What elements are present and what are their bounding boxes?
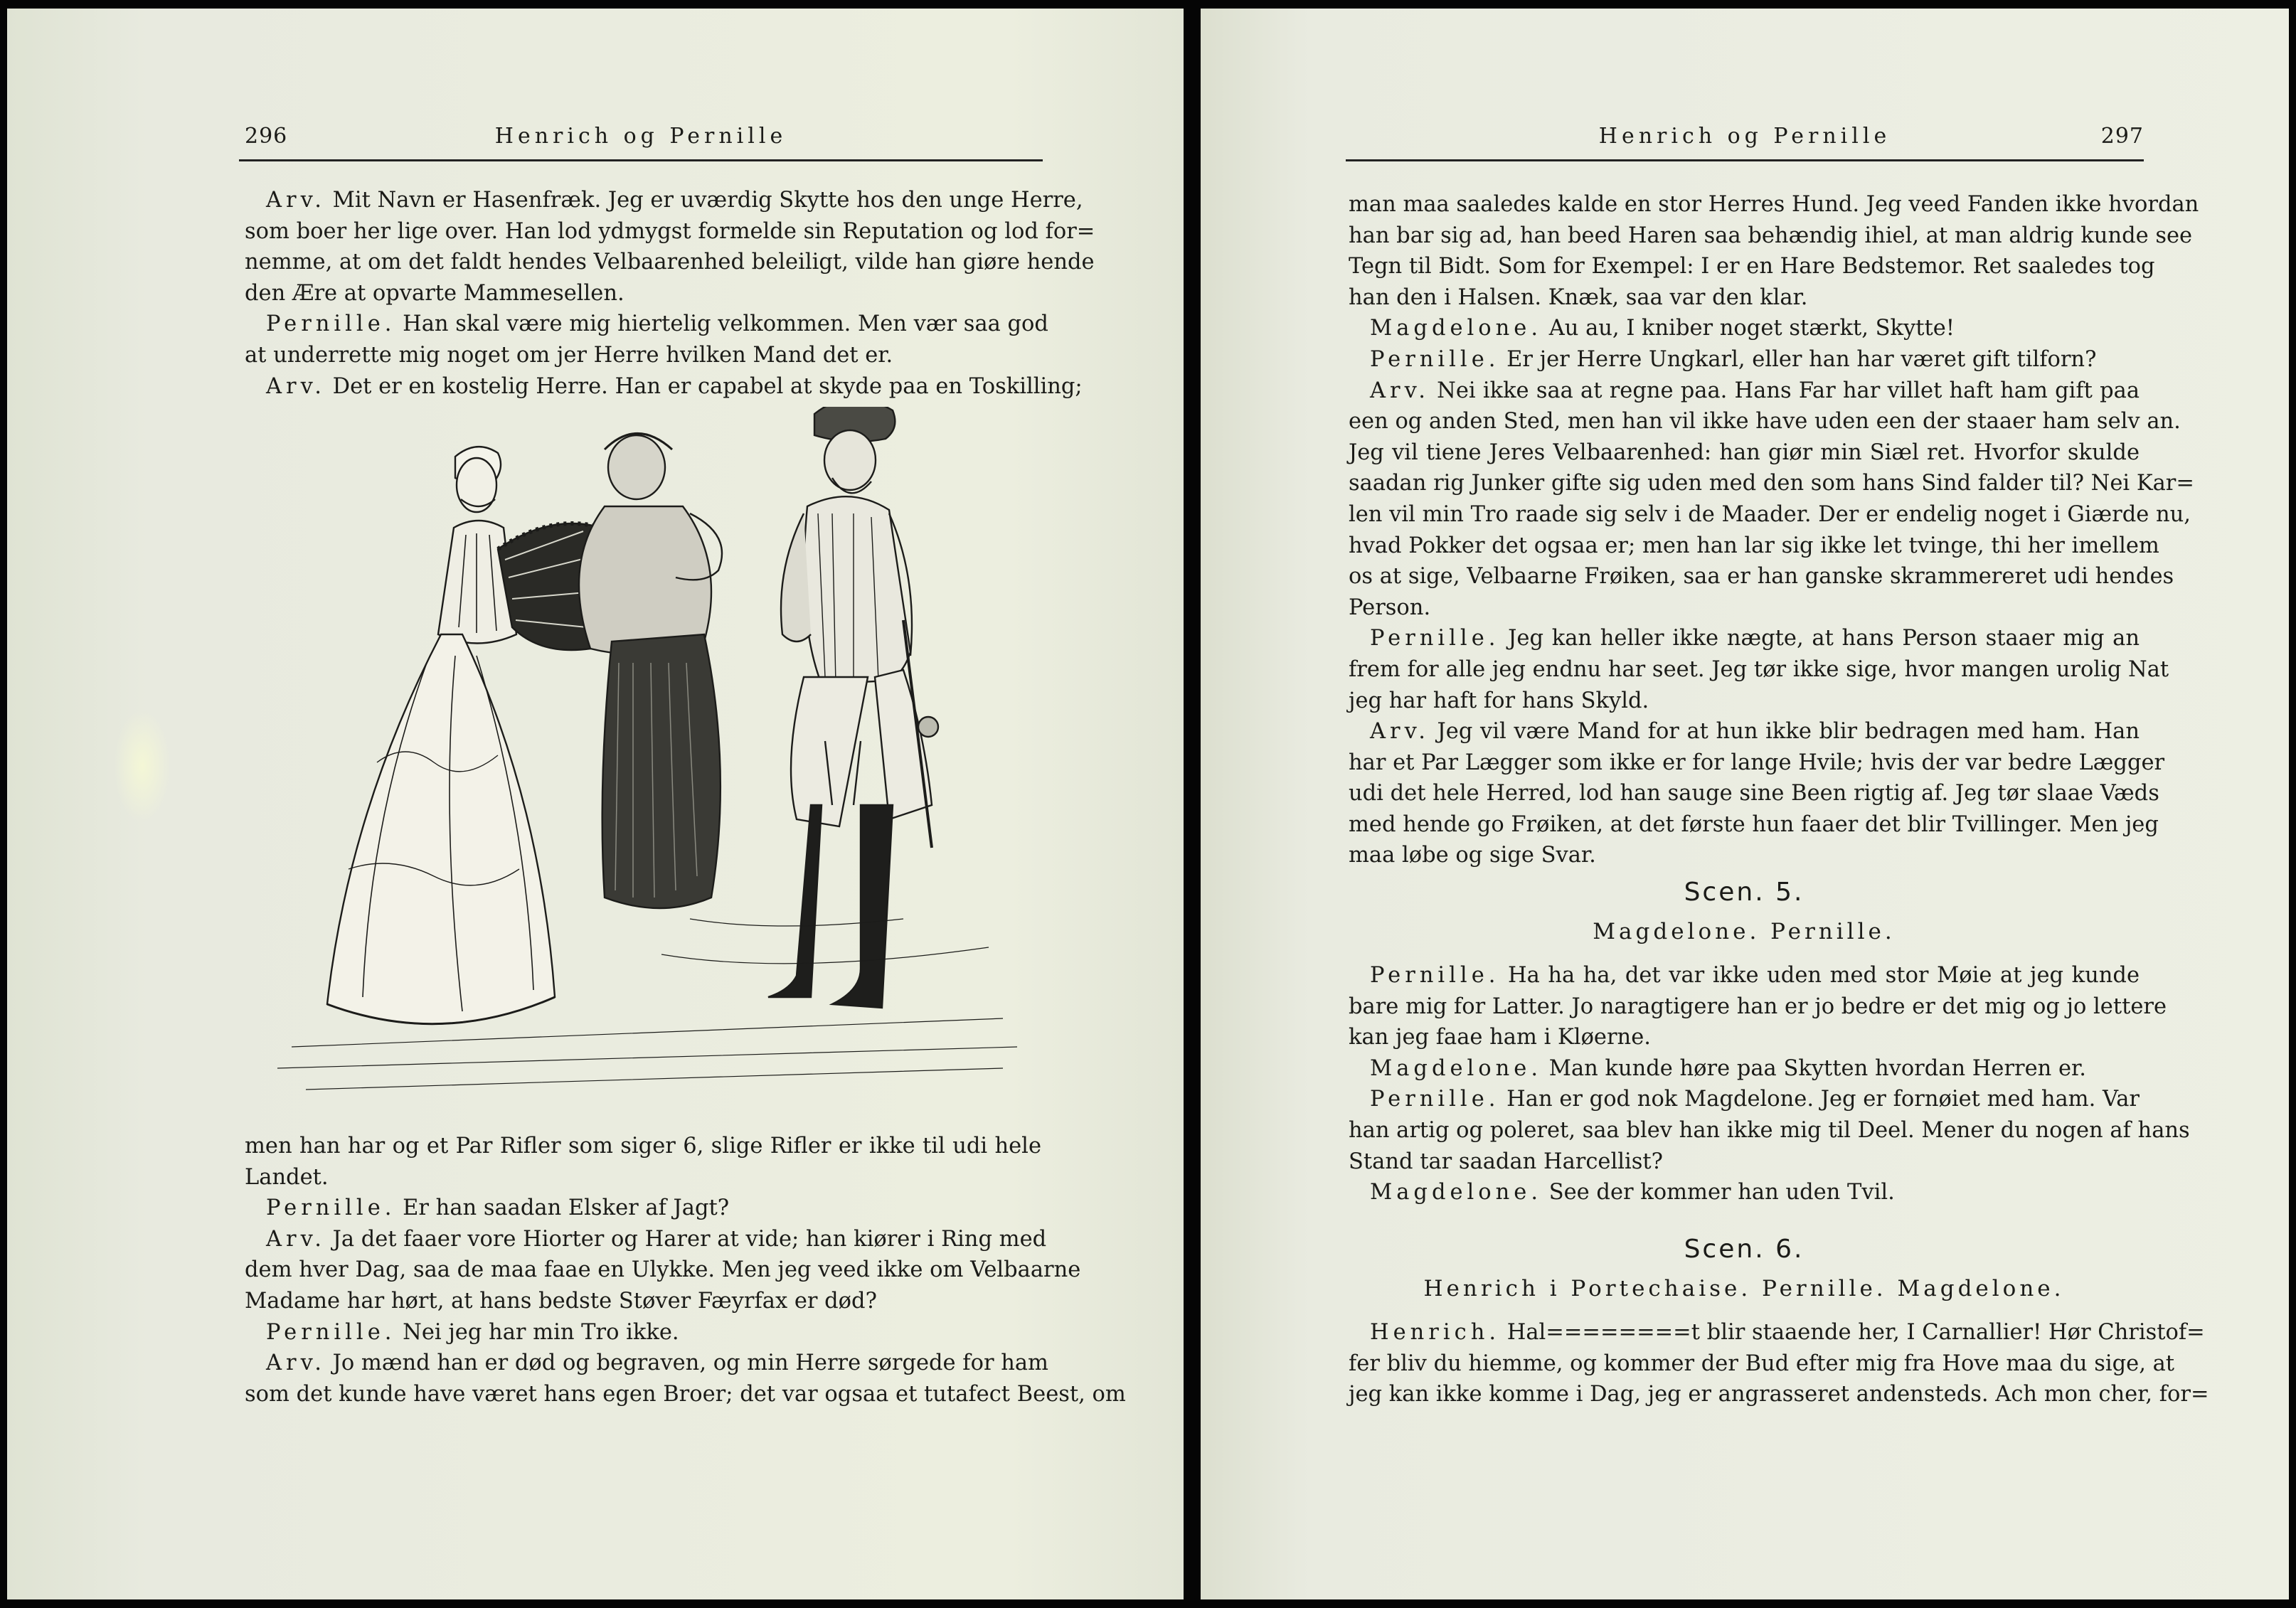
line-text: frem for alle jeg endnu har seet. Jeg tør ikke sige, hvor mangen urolig Nat [1349, 656, 2169, 682]
right-running-header [1346, 117, 2144, 161]
text-line [245, 1193, 1041, 1224]
text-line [245, 1348, 1048, 1379]
text-line [245, 1224, 1047, 1255]
line-text: Stand tar saadan Harcellist? [1349, 1149, 1663, 1174]
paper-stain [114, 709, 171, 823]
text-line [1349, 282, 2140, 314]
text-line [245, 1255, 1081, 1286]
line-text: Jo mænd han er død og begraven, og min Herre sørgede for ham [332, 1351, 1048, 1376]
line-text: han bar sig ad, han beed Haren saa behændig ihiel, at man aldrig kunde see [1349, 223, 2193, 248]
text-line [1349, 251, 2155, 282]
line-text: Man kunde høre paa Skytten hvordan Herren er. [1548, 1055, 2086, 1081]
text-line [1349, 313, 2140, 344]
line-text: Ja det faaer vore Hiorter og Harer at vide; han kiører i Ring med [332, 1226, 1047, 1252]
speaker-name: Arv. [1370, 719, 1430, 745]
line-text: men han har og et Par Rifler som siger 6, slige Rifler er ikke til udi hele [245, 1134, 1041, 1159]
text-line [1349, 1053, 2140, 1085]
line-text: kan jeg faae ham i Kløerne. [1349, 1025, 1651, 1050]
text-line [245, 185, 1083, 216]
line-text: een og anden Sted, men han vil ikke have uden een der staaer ham selv an. [1349, 409, 2181, 435]
speaker-name: Arv. [266, 188, 326, 213]
speaker-name: Pernille. [266, 312, 396, 337]
text-line [245, 309, 1048, 340]
text-line [1349, 437, 2140, 469]
text-line [1349, 1317, 2205, 1348]
text-line [1349, 1146, 2140, 1178]
line-text: Jeg kan heller ikke nægte, at hans Person staaer mig an [1508, 626, 2140, 651]
line-text: Jeg vil tiene Jeres Velbaarenhed: han giør min Siæl ret. Hvorfor skulde [1349, 440, 2140, 465]
scene-6-cast: Henrich i Portechaise. Pernille. Magdelone. [1423, 1276, 2065, 1301]
line-text: man maa saaledes kalde en stor Herres Hund. Jeg veed Fanden ikke hvordan [1349, 192, 2199, 217]
text-line [245, 371, 1083, 403]
line-text: Han er god nok Magdelone. Jeg er fornøiet med ham. Var [1506, 1087, 2140, 1112]
text-line [1349, 1084, 2140, 1115]
line-text: saadan rig Junker gifte sig uden med den som hans Sind falder til? Nei Kar= [1349, 471, 2194, 496]
text-line [245, 1131, 1041, 1162]
line-text: len vil min Tro raade sig selv i de Maader. Der er endelig noget i Giærde nu, [1349, 501, 2191, 527]
text-line [1349, 623, 2140, 654]
text-line [1349, 654, 2169, 686]
text-line [1349, 778, 2159, 809]
line-text: nemme, at om det faldt hendes Velbaarenhed beleiligt, vilde han giøre hende [245, 250, 1095, 275]
text-line [245, 278, 1041, 309]
text-line [1349, 531, 2159, 562]
text-line [245, 247, 1095, 278]
line-text: Det er en kostelig Herre. Han er capabel at skyde paa en Toskilling; [332, 373, 1083, 399]
text-line [1349, 960, 2140, 991]
left-text-above [245, 185, 1095, 402]
text-line [1349, 468, 2194, 499]
text-line [1349, 561, 2174, 592]
speaker-name: Arv. [266, 1226, 326, 1252]
line-text: dem hver Dag, saa de maa faae en Ulykke. Men jeg veed ikke om Velbaarne [245, 1257, 1081, 1283]
line-text: os at sige, Velbaarne Frøiken, saa er han ganske skrammereret udi hendes [1349, 564, 2174, 590]
text-line [245, 1379, 1126, 1410]
speaker-name: Henrich. [1370, 1320, 1501, 1345]
line-text: Mit Navn er Hasenfræk. Jeg er uværdig Skytte hos den unge Herre, [332, 188, 1083, 213]
line-text: Madame har hørt, at hans bedste Støver Fæyrfax er død? [245, 1288, 877, 1314]
line-text: jeg kan ikke komme i Dag, jeg er angrasseret andensteds. Ach mon cher, for= [1349, 1382, 2209, 1407]
speaker-name: Pernille. [266, 1196, 396, 1221]
text-line [1349, 840, 2140, 871]
line-text: Nei jeg har min Tro ikke. [403, 1319, 679, 1345]
text-line [1349, 809, 2159, 841]
page-number-left: 296 [245, 124, 288, 149]
text-line [1349, 747, 2165, 779]
line-text: Nei ikke saa at regne paa. Hans Far har villet haft ham gift paa [1437, 378, 2140, 403]
line-text: udi det hele Herred, lod han sauge sine Been rigtig af. Jeg tør slaae Væds [1349, 781, 2159, 806]
text-line [1349, 1379, 2209, 1410]
line-text: jeg har haft for hans Skyld. [1349, 688, 1649, 713]
line-text: Han skal være mig hiertelig velkommen. Men vær saa god [403, 312, 1048, 337]
right-text-block-2 [1349, 960, 2190, 1208]
line-text: maa løbe og sige Svar. [1349, 843, 1596, 868]
line-text: Au au, I kniber noget stærkt, Skytte! [1548, 316, 1955, 341]
text-line [1349, 1022, 2140, 1053]
line-text: Landet. [245, 1164, 329, 1190]
text-line [245, 1286, 1041, 1317]
running-title-right: Henrich og Pernille [1598, 124, 1891, 149]
text-line [1349, 716, 2140, 747]
speaker-name: Pernille. [1370, 346, 1500, 372]
page-number-right: 297 [2100, 124, 2144, 149]
left-page [7, 9, 1184, 1599]
line-text: Ha ha ha, det var ikke uden med stor Møie at jeg kunde [1508, 963, 2140, 988]
line-text: fer bliv du hiemme, og kommer der Bud efter mig fra Hove maa du sige, at [1349, 1351, 2175, 1376]
text-line [245, 340, 1041, 371]
text-line [1349, 189, 2199, 220]
scene-5-heading: Scen. 5. [1684, 878, 1805, 907]
line-text: som boer her lige over. Han lod ydmygst formelde sin Reputation og lod for= [245, 218, 1095, 244]
line-text: Er jer Herre Ungkarl, eller han har været gift tilforn? [1506, 346, 2097, 372]
speaker-name: Pernille. [1370, 963, 1500, 988]
left-running-header [239, 117, 1043, 161]
text-line [1349, 991, 2167, 1023]
text-line [245, 1317, 1041, 1348]
line-text: med hende go Frøiken, at det første hun faaer det blir Tvillinger. Men jeg [1349, 811, 2159, 837]
line-text: Jeg vil være Mand for at hun ikke blir bedragen med ham. Han [1437, 719, 2140, 745]
right-page [1201, 9, 2289, 1599]
scene-6-heading: Scen. 6. [1684, 1235, 1805, 1264]
text-line [1349, 220, 2193, 252]
speaker-name: Arv. [266, 373, 326, 399]
text-line [1349, 376, 2140, 407]
line-text: har et Par Lægger som ikke er for lange Hvile; hvis der var bedre Lægger [1349, 750, 2165, 775]
running-title-left: Henrich og Pernille [494, 124, 787, 149]
line-text: at underrette mig noget om jer Herre hvilken Mand det er. [245, 342, 893, 368]
speaker-name: Magdelone. [1370, 1180, 1543, 1205]
speaker-name: Magdelone. [1370, 1055, 1543, 1081]
text-line [1349, 1115, 2190, 1146]
right-text-block-3 [1349, 1317, 2209, 1410]
speaker-name: Arv. [1370, 378, 1430, 403]
text-line [1349, 1177, 2140, 1208]
speaker-name: Magdelone. [1370, 316, 1543, 341]
line-text: den Ære at opvarte Mammesellen. [245, 280, 625, 306]
speaker-name: Pernille. [1370, 1087, 1500, 1112]
line-text: Hal========t blir staaende her, I Carnallier! Hør Christof= [1506, 1320, 2205, 1345]
text-line [1349, 592, 2140, 624]
right-text-block-1 [1349, 189, 2199, 871]
line-text: han den i Halsen. Knæk, saa var den klar. [1349, 284, 1808, 310]
text-line [245, 216, 1095, 247]
text-line [1349, 686, 2140, 717]
text-line [1349, 499, 2191, 531]
speaker-name: Pernille. [266, 1319, 396, 1345]
line-text: See der kommer han uden Tvil. [1548, 1180, 1895, 1205]
speaker-name: Pernille. [1370, 626, 1500, 651]
line-text: hvad Pokker det ogsaa er; men han lar sig ikke let tvinge, thi her imellem [1349, 533, 2159, 558]
scene-5-cast: Magdelone. Pernille. [1593, 919, 1896, 944]
text-line [1349, 1348, 2175, 1380]
text-line [245, 1162, 1041, 1193]
text-line [1349, 406, 2181, 437]
line-text: Tegn til Bidt. Som for Exempel: I er en Hare Bedstemor. Ret saaledes tog [1349, 254, 2155, 279]
line-text: Er han saadan Elsker af Jagt? [403, 1196, 730, 1221]
text-line [1349, 344, 2140, 376]
line-text: som det kunde have været hans egen Broer; det var ogsaa et tutafect Beest, om [245, 1381, 1126, 1407]
left-text-below [245, 1131, 1126, 1410]
speaker-name: Arv. [266, 1351, 326, 1376]
line-text: Person. [1349, 595, 1431, 620]
line-text: han artig og poleret, saa blev han ikke mig til Deel. Mener du nogen af hans [1349, 1117, 2190, 1143]
line-text: bare mig for Latter. Jo naragtigere han er jo bedre er det mig og jo lettere [1349, 994, 2167, 1019]
engraving-illustration [263, 407, 1046, 1104]
